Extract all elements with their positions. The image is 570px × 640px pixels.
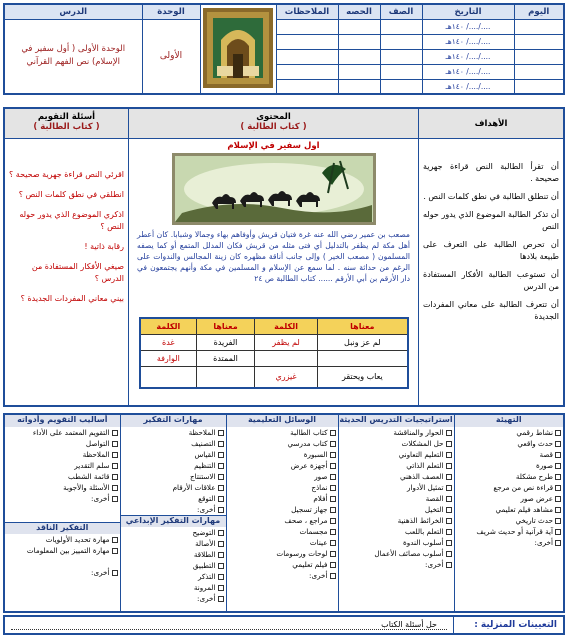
date-cell-4[interactable]: ..../..../ ١٤٠هـ (422, 64, 514, 79)
checkbox-icon (218, 485, 224, 491)
aid-label: كتاب مدرسي (287, 439, 328, 448)
aid-item[interactable] (227, 504, 338, 515)
checkbox-icon (218, 441, 224, 447)
aid-label: نماذج (311, 483, 328, 492)
aid-item[interactable] (227, 438, 338, 449)
thinking-column (120, 414, 226, 612)
checkbox-icon (330, 529, 336, 535)
creative-item[interactable] (121, 538, 226, 549)
checkbox-icon (446, 507, 452, 513)
strategy-label: القصة (425, 494, 444, 503)
checkbox-icon (555, 463, 561, 469)
intro-item-label: حدث تاريخي (515, 516, 553, 525)
strategy-item[interactable] (339, 559, 454, 570)
intro-item[interactable] (455, 482, 564, 493)
checkbox-icon (330, 507, 336, 513)
intro-item[interactable] (455, 427, 564, 438)
thinking-label: التنظيم (194, 461, 216, 470)
checkbox-icon (555, 485, 561, 491)
creative-label: الطلاقة (193, 550, 216, 559)
aids-title: الوسائل التعليمية (227, 415, 338, 427)
strategy-label: التخيل (424, 505, 444, 514)
method-label: أخرى: (91, 494, 110, 503)
method-label: سلم التقدير (74, 461, 110, 470)
assessment-header (5, 109, 128, 139)
checkbox-icon (218, 596, 224, 602)
aid-item[interactable] (227, 427, 338, 438)
strategy-item[interactable] (339, 548, 454, 559)
period-cell-3[interactable] (338, 49, 380, 64)
lesson-plan-page (3, 3, 565, 635)
strategy-label: التعليم التعاوني (398, 450, 444, 459)
homework-label: التعيينات المنزلية : (453, 617, 563, 633)
creative-label: التوضيح (192, 528, 216, 537)
strategy-item[interactable] (339, 471, 454, 482)
day-cell-5[interactable] (514, 79, 564, 94)
class-cell-4[interactable] (380, 64, 422, 79)
assessment-item: اقرئي النص قراءة جهرية صحيحة ؟ (9, 170, 124, 179)
header-notes: الملاحظات (276, 4, 338, 19)
homework-field[interactable]: حل أسئلة الكتاب (11, 620, 447, 630)
class-cell-1[interactable] (380, 19, 422, 34)
vocab-cell: الفريدة (197, 334, 255, 350)
method-label: التواصل (85, 439, 110, 448)
bottom-table (3, 413, 565, 613)
day-cell-1[interactable] (514, 19, 564, 34)
checkbox-icon (330, 441, 336, 447)
checkbox-icon (218, 452, 224, 458)
aid-label: أفلام (313, 494, 328, 503)
strategies-column (338, 414, 454, 612)
aid-label: صور (314, 472, 328, 481)
goal-item: أن تنطلق الطالبة في نطق كلمات النص . (423, 192, 559, 201)
aid-label: أخرى: (309, 571, 328, 580)
method-item[interactable] (5, 482, 120, 493)
checkbox-icon (555, 507, 561, 513)
period-cell-1[interactable] (338, 19, 380, 34)
creative-label: أخرى: (197, 594, 216, 603)
thinking-item[interactable] (121, 471, 226, 482)
checkbox-icon (218, 496, 224, 502)
checkbox-icon (112, 570, 118, 576)
aid-label: فيلم تعليمي (292, 560, 328, 569)
strategy-item[interactable] (339, 526, 454, 537)
caravan-image (172, 153, 376, 225)
checkbox-icon (330, 463, 336, 469)
creative-label: التذكر (197, 572, 216, 581)
checkbox-icon (555, 430, 561, 436)
content-header (129, 109, 418, 139)
strategies-title: استراتيجيات التدريس الحديثة (339, 415, 454, 427)
strategy-item[interactable] (339, 438, 454, 449)
method-item[interactable] (5, 471, 120, 482)
assessment-title: أسئلة التقويم (37, 112, 96, 122)
vocab-cell (140, 366, 197, 388)
checkbox-icon (330, 430, 336, 436)
creative-label: الأصالة (195, 539, 216, 548)
checkbox-icon (446, 518, 452, 524)
aid-label: مجسمات (299, 527, 328, 536)
checkbox-icon (218, 563, 224, 569)
method-label: الأسئلة والأجوبة (63, 483, 110, 492)
thinking-label: التصنيف (191, 439, 216, 448)
checkbox-icon (218, 552, 224, 558)
checkbox-icon (446, 474, 452, 480)
middle-section (3, 107, 565, 407)
checkbox-icon (446, 463, 452, 469)
goal-item: أن تتعرف الطالبة على معاني المفردات الجديدة (423, 300, 559, 321)
notes-cell-4[interactable] (276, 64, 338, 79)
intro-item-label: عرض صور (520, 494, 553, 503)
intro-item-label: قراءة نص من مرجع (493, 483, 553, 492)
aid-item[interactable] (227, 482, 338, 493)
thinking-item[interactable] (121, 449, 226, 460)
checkbox-icon (330, 540, 336, 546)
vocab-cell: غيزري (254, 366, 317, 388)
intro-column (454, 414, 564, 612)
strategy-item[interactable] (339, 493, 454, 504)
creative-item[interactable] (121, 593, 226, 604)
method-item[interactable] (5, 427, 120, 438)
strategy-item[interactable] (339, 427, 454, 438)
vocab-cell: الوارفة (140, 350, 197, 366)
intro-item[interactable] (455, 537, 564, 548)
thinking-label: الملاحظة (188, 428, 216, 437)
checkbox-icon (555, 452, 561, 458)
content-column (128, 109, 418, 405)
thinking-label: التوقع (198, 494, 216, 503)
critical-item[interactable] (5, 567, 120, 578)
assessment-item: اذكري الموضوع الذي يدور حوله النص ؟ (19, 210, 124, 231)
intro-title: التهيئة (455, 415, 564, 427)
date-cell-5[interactable]: ..../..../ ١٤٠هـ (422, 79, 514, 94)
class-cell-5[interactable] (380, 79, 422, 94)
aid-item[interactable] (227, 515, 338, 526)
header-date: التاريخ (422, 4, 514, 19)
assessment-methods-title: أساليب التقويم وأدواته (5, 415, 120, 427)
aid-label: كتاب الطالبة (290, 428, 328, 437)
checkbox-icon (446, 562, 452, 568)
content-subtitle: ( كتاب الطالبة ) (240, 122, 307, 132)
intro-item[interactable] (455, 493, 564, 504)
method-item[interactable] (5, 460, 120, 471)
goal-item: أن تستوعب الطالبة الأفكار المستفادة من الدرس (423, 270, 559, 291)
intro-item[interactable] (455, 449, 564, 460)
thinking-item[interactable] (121, 493, 226, 504)
checkbox-icon (555, 474, 561, 480)
content-title: المحتوى (256, 112, 291, 122)
intro-item[interactable] (455, 438, 564, 449)
vocab-cell: يعاب ويحتقر (318, 366, 408, 388)
intro-item-label: مشاهد فيلم تعليمي (495, 505, 553, 514)
thinking-item[interactable] (121, 482, 226, 493)
checkbox-icon (218, 541, 224, 547)
date-cell-3[interactable]: ..../..../ ١٤٠هـ (422, 49, 514, 64)
aid-label: أجهزة عرض (290, 461, 328, 470)
intro-item-label: آية قرآنية أو حديث شريف (476, 527, 553, 536)
thinking-title: مهارات التفكير (121, 415, 226, 427)
day-cell-4[interactable] (514, 64, 564, 79)
critical-thinking-title: التفكير الناقد (5, 522, 120, 534)
aid-item[interactable] (227, 449, 338, 460)
critical-item[interactable] (5, 534, 120, 545)
checkbox-icon (218, 530, 224, 536)
checkbox-icon (446, 529, 452, 535)
lesson-value: الوحدة الأولى ( أول سفير في الإسلام) نص الفهم القرآني (4, 19, 142, 94)
critical-item[interactable] (5, 545, 120, 567)
strategy-label: أخرى: (425, 560, 444, 569)
checkbox-icon (112, 474, 118, 480)
aid-item[interactable] (227, 460, 338, 471)
checkbox-icon (112, 452, 118, 458)
assessment-subtitle: ( كتاب الطالبة ) (33, 122, 100, 132)
aid-label: جهاز تسجيل (291, 505, 328, 514)
day-cell-2[interactable] (514, 34, 564, 49)
intro-item-label: صورة (535, 461, 553, 470)
strategy-label: حل المشكلات (401, 439, 444, 448)
lesson-image-cell (200, 4, 276, 94)
checkbox-icon (555, 540, 561, 546)
checkbox-icon (330, 485, 336, 491)
strategy-label: العصف الذهني (399, 472, 444, 481)
checkbox-icon (555, 496, 561, 502)
strategy-label: أسلوب مصائف الأعمال (374, 549, 444, 558)
goal-item: أن تقرأ الطالبة النص قراءة جهرية صحيحة . (423, 162, 559, 183)
period-cell-2[interactable] (338, 34, 380, 49)
method-label: قائمة الشطب (68, 472, 110, 481)
intro-item[interactable] (455, 515, 564, 526)
period-cell-5[interactable] (338, 79, 380, 94)
vocab-cell: لم عز ونبل (318, 334, 408, 350)
homework-bar (3, 615, 565, 635)
checkbox-icon (218, 463, 224, 469)
checkbox-icon (446, 452, 452, 458)
thinking-item[interactable] (121, 427, 226, 438)
critical-label: أخرى: (91, 568, 110, 577)
vocab-header: معناها (318, 318, 408, 334)
vocab-cell: غدة (140, 334, 197, 350)
strategy-label: التعلم الذاتي (406, 461, 444, 470)
checkbox-icon (112, 485, 118, 491)
intro-item-label: نشاط رقمي (516, 428, 553, 437)
strategy-label: تمثيل الأدوار (407, 483, 444, 492)
date-cell-1[interactable]: ..../..../ ١٤٠هـ (422, 19, 514, 34)
creative-item[interactable] (121, 527, 226, 538)
goals-title: الأهداف (419, 109, 563, 139)
day-cell-3[interactable] (514, 49, 564, 64)
assessment-item: رقابة ذاتية ! (84, 242, 124, 251)
date-cell-2[interactable]: ..../..../ ١٤٠هـ (422, 34, 514, 49)
intro-item[interactable] (455, 471, 564, 482)
lesson-title: اول سفير في الإسلام (227, 141, 320, 151)
thinking-item[interactable] (121, 460, 226, 471)
goals-list (419, 139, 563, 323)
intro-item[interactable] (455, 460, 564, 471)
lesson-passage: مصعب بن عمير رضي الله عنه غرة فتيان قريش وأوفاهم بهاء وجمالا وشبابا. كان أعطر أهل مكة لم يظفر بالتدليل أي فتى مثله من قريش فكان المدلل المتمع أو كما يصفه المسلمون ( مصعب الخير ) وإلى جانب أناقة مظهره كان زينة المجالس والندوات على الرغم من حداثة سنه . لما سمع عن الإسلام و المسلمين في مكة وأنهم يجتمعون في دار الأرقم بن أبي الأرقم ...... كتاب الطالبة ص ٢٤ (137, 230, 410, 283)
class-cell-2[interactable] (380, 34, 422, 49)
method-label: الملاحظة (82, 450, 110, 459)
period-cell-4[interactable] (338, 64, 380, 79)
checkbox-icon (112, 441, 118, 447)
checkbox-icon (330, 474, 336, 480)
assessment-column (5, 109, 128, 405)
checkbox-icon (446, 441, 452, 447)
thinking-label: الاستنتاج (190, 472, 216, 481)
header-unit: الوحدة (142, 4, 200, 19)
thinking-label: القياس (194, 450, 216, 459)
header-table (3, 3, 565, 95)
vocab-cell (318, 350, 408, 366)
aid-item[interactable] (227, 559, 338, 570)
header-lesson: الدرس (4, 4, 142, 19)
assessment-list (5, 139, 128, 305)
strategy-item[interactable] (339, 537, 454, 548)
vocab-cell (254, 350, 317, 366)
critical-label: مهارة تحديد الأولويات (45, 535, 110, 544)
checkbox-icon (330, 551, 336, 557)
aid-item[interactable] (227, 493, 338, 504)
checkbox-icon (218, 585, 224, 591)
aid-item[interactable] (227, 537, 338, 548)
header-day: اليوم (514, 4, 564, 19)
creative-thinking-title: مهارات التفكير الإبداعي (121, 515, 226, 527)
intro-item-label: طرح مشكلة (515, 472, 553, 481)
checkbox-icon (555, 529, 561, 535)
creative-label: المرونة (193, 583, 216, 592)
strategy-item[interactable] (339, 515, 454, 526)
notes-cell-3[interactable] (276, 49, 338, 64)
checkbox-icon (218, 574, 224, 580)
checkbox-icon (112, 430, 118, 436)
caravan-image-wrap (129, 153, 418, 227)
goal-item: أن تحرص الطالبة على التعرف على طبيعة بلادها (423, 240, 559, 261)
class-cell-3[interactable] (380, 49, 422, 64)
header-class: الصف (380, 4, 422, 19)
creative-label: التطبيق (192, 561, 216, 570)
unit-value: الأولى (142, 19, 200, 94)
intro-item-label: قصة (539, 450, 553, 459)
strategy-item[interactable] (339, 449, 454, 460)
vocab-cell (197, 366, 255, 388)
intro-item[interactable] (455, 526, 564, 537)
assessment-methods-column (4, 414, 120, 612)
checkbox-icon (112, 496, 118, 502)
thinking-item[interactable] (121, 438, 226, 449)
aid-label: عينات (309, 538, 328, 547)
checkbox-icon (218, 430, 224, 436)
intro-item[interactable] (455, 504, 564, 515)
aid-item[interactable] (227, 570, 338, 581)
checkbox-icon (446, 485, 452, 491)
mosque-image (203, 8, 273, 88)
intro-item-label: حدث واقعي (517, 439, 553, 448)
vocab-cell: لم يظفر (254, 334, 317, 350)
checkbox-icon (218, 474, 224, 480)
strategy-item[interactable] (339, 482, 454, 493)
vocab-cell: الممتدة (197, 350, 255, 366)
checkbox-icon (112, 548, 118, 554)
strategy-item[interactable] (339, 460, 454, 471)
checkbox-icon (446, 540, 452, 546)
checkbox-icon (112, 537, 118, 543)
strategy-item[interactable] (339, 504, 454, 515)
checkbox-icon (446, 496, 452, 502)
aid-label: السبورة (303, 450, 328, 459)
thinking-label: أخرى: (197, 505, 216, 514)
strategy-label: التعلم باللعب (404, 527, 444, 536)
assessment-item: صيغي الأفكار المستفادة من الدرس ؟ (31, 262, 124, 283)
method-label: التقويم المعتمد على الأداء (32, 428, 110, 437)
intro-item-label: أخرى: (534, 538, 553, 547)
thinking-label: علاقات الأرقام (172, 483, 216, 492)
checkbox-icon (330, 573, 336, 579)
creative-item[interactable] (121, 582, 226, 593)
checkbox-icon (330, 452, 336, 458)
aid-item[interactable] (227, 548, 338, 559)
method-item[interactable] (5, 438, 120, 449)
checkbox-icon (218, 507, 224, 513)
method-item[interactable] (5, 493, 120, 504)
checkbox-icon (112, 463, 118, 469)
strategy-label: أسلوب الندوة (402, 538, 444, 547)
aid-label: مراجع ، صحف (284, 516, 328, 525)
vocab-table (139, 317, 409, 389)
goals-column (418, 109, 563, 405)
notes-cell-5[interactable] (276, 79, 338, 94)
vocab-header: الكلمة (140, 318, 197, 334)
checkbox-icon (330, 562, 336, 568)
strategy-label: الخرائط الذهنية (397, 516, 444, 525)
checkbox-icon (330, 496, 336, 502)
creative-item[interactable] (121, 571, 226, 582)
checkbox-icon (555, 441, 561, 447)
aid-item[interactable] (227, 526, 338, 537)
aids-column (226, 414, 338, 612)
notes-cell-2[interactable] (276, 34, 338, 49)
vocab-header: معناها (197, 318, 255, 334)
goal-item: أن تذكر الطالبة الموضوع الذي يدور حوله النص (423, 210, 559, 231)
header-period: الحصه (338, 4, 380, 19)
strategy-label: الحوار والمناقشة (393, 428, 444, 437)
critical-label: مهارة التمييز بين المعلومات (26, 546, 110, 555)
checkbox-icon (446, 430, 452, 436)
thinking-item[interactable] (121, 504, 226, 515)
checkbox-icon (555, 518, 561, 524)
creative-item[interactable] (121, 549, 226, 560)
method-item[interactable] (5, 449, 120, 460)
creative-item[interactable] (121, 560, 226, 571)
checkbox-icon (330, 518, 336, 524)
checkbox-icon (446, 551, 452, 557)
aid-item[interactable] (227, 471, 338, 482)
assessment-item: بيني معاني المفردات الجديدة ؟ (20, 294, 124, 303)
assessment-item: انطلقي في نطق كلمات النص ؟ (18, 190, 124, 199)
aid-label: لوحات ورسومات (276, 549, 328, 558)
vocab-header: الكلمة (254, 318, 317, 334)
notes-cell-1[interactable] (276, 19, 338, 34)
